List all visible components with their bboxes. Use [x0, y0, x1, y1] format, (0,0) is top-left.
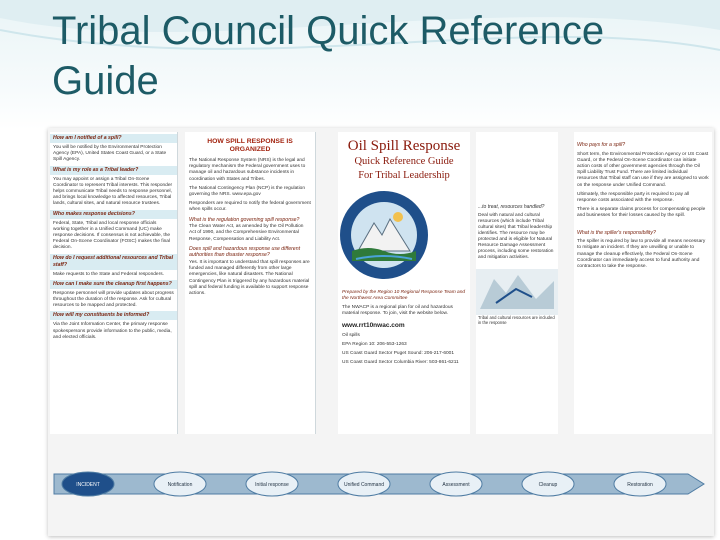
cover-subtitle: Quick Reference Guide	[354, 156, 454, 167]
panel-question: How am I notified of a spill?	[50, 134, 177, 143]
contact-line: Oil spills	[342, 333, 360, 338]
response-process-flow	[48, 434, 714, 536]
flow-step-label: Assessment	[442, 482, 470, 488]
brochure-image	[48, 128, 714, 536]
cover-subtitle-2: For Tribal Leadership	[358, 170, 450, 181]
brochure-cover-panel	[338, 132, 470, 436]
panel-answer: Make requests to the State and Federal responders.	[53, 271, 164, 277]
panel-question: What is the regulation governing spill response?	[189, 216, 300, 223]
panel-question: Who makes response decisions?	[50, 210, 177, 219]
panel-answer: Deal with natural and cultural resources (which include Tribal cultural sites) that Tribal leadership identifies. The resource may be protected and is eligible for Natural Resource Damage Assessment process, including some restoration and mitigation activities.	[478, 212, 554, 260]
panel-answer: You may appoint or assign a Tribal On-Scene Coordinator to represent Tribal interests. This responder helps communicate Tribal needs to response personnel, and brings local knowledge to affected resources, Tribal lands, cultural sites, and natural resource trustees.	[53, 176, 173, 207]
panel-answer: Short term, the Environmental Protection Agency or US Coast Guard, or the Federal On-Scene Coordinator can initiate action costs of other government agencies through the Oil Spill Liability Trust Fund. There are limited individual resources that Tribal staff can use if they are assigned to work on the response under Unified Command.	[577, 151, 709, 188]
flow-step-label: INCIDENT	[76, 482, 100, 488]
panel-answer: You will be notified by the Environmental Protection Agency (EPA), United States Coast Guard, or a State Spill Agency.	[53, 145, 167, 163]
panel-question: Who pays for a spill?	[577, 142, 626, 148]
contact-line: US Coast Guard Sector Puget Sound: 206-217-6001	[342, 351, 454, 356]
panel-paragraph: The National Contingency Plan (NCP) is the regulation governing the NRS. www.epa.gov	[189, 185, 305, 198]
brochure-panel-resources	[476, 132, 558, 436]
panel-answer: Yes. It is important to understand that spill responses are funded and managed differently from other large emergencies, like natural disasters. The National Contingency Plan is triggered by any hazardous material spill and federal funding is available to support response actions.	[189, 260, 310, 297]
brochure-panel-costs	[574, 132, 712, 436]
panel-paragraph: Responders are required to notify the federal government when spills occur.	[189, 201, 311, 213]
flow-step-label: Initial response	[255, 482, 289, 488]
panel-answer: Ultimately, the responsible party is required to pay all response costs associated with the response.	[577, 191, 690, 204]
panel-question: How can I make sure the cleanup first happens?	[50, 280, 177, 289]
cover-note: The NWACP is a regional plan for oil and hazardous material response. To join, visit the website below.	[342, 305, 453, 316]
panel-notes: Tribal and cultural resources are included in the response	[478, 314, 555, 325]
panel-answer: Federal, State, Tribal and local response officials working together in a Unified Command (UC) make response decisions. If consensus is not achievable, the Federal On-Scene Coordinator (FOSC) makes the final decision.	[53, 220, 171, 251]
panel-question: What is the spiller's responsibility?	[577, 229, 656, 236]
panel-paragraph: The National Response System (NRS) is the legal and regulatory mechanism the Federal government uses to manage oil and hazardous substance incidents in coordination with States and Tribes.	[189, 158, 306, 182]
flow-step-label: Notification	[167, 482, 193, 488]
panel-answer: Response personnel will provide updates about progress throughout the duration of the response. Ask for cultural resources to be mapped and protected.	[53, 290, 174, 309]
panel-answer: There is a separate claims process for compensating people and businesses for their losses caused by the spill.	[577, 207, 706, 219]
cover-title: Oil Spill Response	[347, 138, 461, 154]
flow-step-label: Restoration	[627, 482, 653, 488]
panel-answer: The spiller is required by law to provide all means necessary to mitigate an incident. If they are unwilling or unable to manage the cleanup effectively, the Federal On-Scene Coordinator can immediately access to fund authority and contractors to take the response.	[577, 239, 706, 270]
panel-heading: HOW SPILL RESPONSE IS ORGANIZED	[207, 138, 293, 153]
brochure-panel-faq	[50, 132, 178, 436]
panel-question: ...to treat, resources handled?	[478, 204, 545, 210]
slide-title: Tribal Council Quick Reference Guide	[52, 9, 605, 103]
panel-question: How do I request additional resources and Tribal staff?	[50, 254, 177, 270]
contact-line: US Coast Guard Sector Columbia River: 503-861-6211	[342, 360, 459, 365]
flow-step-label: Cleanup	[538, 482, 558, 488]
regional-response-team-seal	[338, 189, 430, 281]
cover-credit: Prepared by the Region 10 Regional Response Team and the Northwest Area Committee	[342, 290, 466, 301]
cover-website: www.rrt10nwac.com	[342, 322, 405, 329]
panel-question: Does spill and hazardous response use different authorities than disaster response?	[189, 245, 301, 259]
flow-step-label: Unified Command	[343, 482, 385, 488]
panel-question: What is my role as a Tribal leader?	[50, 166, 177, 175]
brochure-panel-organization	[185, 132, 316, 436]
contact-line: EPA Region 10: 206-553-1263	[342, 342, 407, 347]
map-inset	[476, 269, 558, 315]
panel-answer: Via the Joint Information Center, the primary response spokespersons provide information to the public, media, and elected officials.	[53, 322, 172, 340]
panel-answer: The Clean Water Act, as amended by the Oil Pollution Act of 1990, and the Comprehensive Environmental Response, Compensation and Liability Act.	[189, 224, 304, 242]
panel-question: How will my constituents be informed?	[50, 311, 177, 320]
